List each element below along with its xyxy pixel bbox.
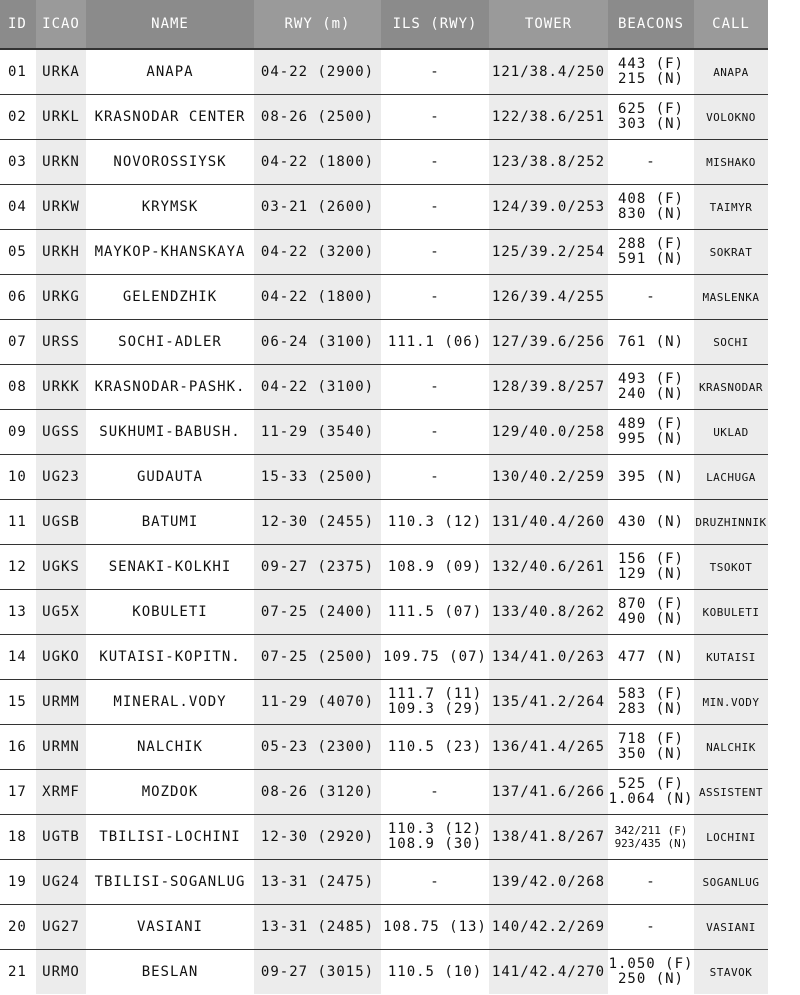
cell-rwy: 12-30 (2920) [254, 815, 381, 860]
cell-beacons-line: 303 (N) [617, 116, 684, 132]
cell-tower: 137/41.6/266 [489, 770, 608, 815]
cell-id: 15 [0, 680, 36, 725]
cell-name: MAYKOP-KHANSKAYA [86, 230, 254, 275]
table-row [0, 320, 768, 365]
cell-tower: 134/41.0/263 [489, 635, 608, 680]
cell-ils-line: - [430, 288, 440, 305]
cell-ils-line: - [430, 468, 440, 485]
cell-beacons [608, 500, 694, 545]
cell-name: MOZDOK [86, 770, 254, 815]
cell-rwy: 12-30 (2455) [254, 500, 381, 545]
cell-icao: UG23 [36, 455, 86, 500]
cell-ils [381, 95, 489, 140]
cell-beacons [608, 860, 694, 905]
cell-icao: URSS [36, 320, 86, 365]
cell-tower: 128/39.8/257 [489, 365, 608, 410]
cell-icao: UG24 [36, 860, 86, 905]
cell-beacons-line: - [646, 918, 656, 935]
cell-tower: 129/40.0/258 [489, 410, 608, 455]
cell-call: TAIMYR [694, 185, 768, 230]
cell-beacons [608, 545, 694, 590]
cell-call: SOKRAT [694, 230, 768, 275]
cell-ils [381, 950, 489, 995]
cell-ils-line: 108.75 (13) [383, 918, 487, 935]
cell-id: 05 [0, 230, 36, 275]
cell-rwy: 04-22 (3200) [254, 230, 381, 275]
table-row [0, 185, 768, 230]
cell-beacons-line: 477 (N) [617, 648, 684, 665]
cell-rwy: 11-29 (3540) [254, 410, 381, 455]
cell-id: 06 [0, 275, 36, 320]
cell-ils [381, 635, 489, 680]
cell-beacons [608, 905, 694, 950]
cell-name: BESLAN [141, 964, 199, 980]
cell-call: STAVOK [694, 950, 768, 995]
cell-name: NOVOROSSIYSK [86, 140, 254, 185]
cell-rwy: 09-27 (2375) [254, 545, 381, 590]
cell-name: TBILISI-SOGANLUG [86, 860, 254, 905]
cell-beacons-line: 923/435 (N) [614, 837, 688, 850]
table-row [0, 680, 768, 725]
cell-ils [381, 725, 489, 770]
cell-beacons-line: 395 (N) [617, 468, 684, 485]
cell-icao: URMO [36, 950, 86, 995]
cell-rwy: 04-22 (1800) [254, 140, 381, 185]
cell-beacons-line: 583 (F) [617, 686, 684, 702]
cell-rwy: 11-29 (4070) [254, 680, 381, 725]
cell-beacons-line: 350 (N) [617, 746, 684, 762]
cell-beacons-line: 129 (N) [617, 566, 684, 582]
cell-beacons [608, 635, 694, 680]
cell-ils-line: - [430, 153, 440, 170]
cell-rwy: 09-27 (3015) [254, 950, 381, 995]
header-ils: ILS (RWY) [381, 0, 489, 49]
cell-beacons [608, 725, 694, 770]
cell-ils [381, 905, 489, 950]
cell-ils [381, 140, 489, 185]
table-row [0, 590, 768, 635]
cell-rwy: 08-26 (2500) [254, 95, 381, 140]
cell-id: 11 [0, 500, 36, 545]
cell-beacons [608, 140, 694, 185]
cell-id: 02 [0, 95, 36, 140]
cell-name: GUDAUTA [86, 455, 254, 500]
cell-ils-line: - [430, 63, 440, 80]
cell-ils-line: 111.7 (11) [387, 686, 483, 702]
cell-ils-line: 108.9 (30) [387, 836, 483, 852]
header-call: CALL [694, 0, 768, 49]
cell-beacons-line: 525 (F) [617, 776, 684, 792]
cell-tower: 138/41.8/267 [489, 815, 608, 860]
cell-beacons-line: 1.064 (N) [608, 791, 694, 807]
cell-ils-line: - [430, 243, 440, 260]
cell-beacons-line: - [646, 873, 656, 890]
cell-name: SUKHUMI-BABUSH. [86, 410, 254, 455]
cell-ils [381, 545, 489, 590]
cell-id: 18 [0, 815, 36, 860]
cell-beacons-line: 443 (F) [617, 56, 684, 72]
table-row [0, 275, 768, 320]
cell-call: SOGANLUG [694, 860, 768, 905]
cell-beacons-line: 342/211 (F) [614, 824, 688, 837]
cell-ils [381, 230, 489, 275]
cell-ils [381, 770, 489, 815]
cell-beacons [608, 230, 694, 275]
cell-tower: 133/40.8/262 [489, 590, 608, 635]
cell-call: ASSISTENT [694, 770, 768, 815]
cell-name: ANAPA [86, 49, 254, 95]
cell-name: SENAKI-KOLKHI [86, 545, 254, 590]
table-row [0, 95, 768, 140]
cell-call: VOLOKNO [694, 95, 768, 140]
cell-id: 12 [0, 545, 36, 590]
cell-call: KOBULETI [694, 590, 768, 635]
cell-rwy: 08-26 (3120) [254, 770, 381, 815]
cell-beacons [608, 95, 694, 140]
cell-id: 10 [0, 455, 36, 500]
cell-beacons-line: 490 (N) [617, 611, 684, 627]
cell-tower: 139/42.0/268 [489, 860, 608, 905]
cell-icao: URKA [36, 49, 86, 95]
cell-beacons [608, 770, 694, 815]
cell-rwy: 04-22 (1800) [254, 275, 381, 320]
cell-beacons-line: - [646, 153, 656, 170]
table-row [0, 500, 768, 545]
cell-id: 03 [0, 140, 36, 185]
cell-ils-line: 109.75 (07) [383, 648, 487, 665]
cell-call: KRASNODAR [694, 365, 768, 410]
cell-ils-line: 108.9 (09) [387, 558, 483, 575]
cell-call: MASLENKA [694, 275, 768, 320]
cell-beacons-line: 288 (F) [617, 236, 684, 252]
cell-beacons-line: 408 (F) [617, 191, 684, 207]
cell-name: KUTAISI-KOPITN. [86, 635, 254, 680]
table-row [0, 455, 768, 500]
cell-name: KRYMSK [86, 185, 254, 230]
cell-rwy: 04-22 (3100) [254, 365, 381, 410]
header-row [0, 0, 768, 49]
cell-id: 13 [0, 590, 36, 635]
cell-icao: UGSS [36, 410, 86, 455]
cell-icao: URMN [36, 725, 86, 770]
table-row [0, 950, 768, 995]
cell-ils-line: 111.5 (07) [387, 603, 483, 620]
cell-call: ANAPA [694, 49, 768, 95]
cell-beacons [608, 950, 694, 995]
cell-call: VASIANI [694, 905, 768, 950]
cell-ils [381, 815, 489, 860]
cell-beacons-line: 591 (N) [617, 251, 684, 267]
cell-tower: 130/40.2/259 [489, 455, 608, 500]
cell-tower: 141/42.4/270 [489, 950, 608, 995]
cell-ils-line: 110.3 (12) [387, 821, 483, 837]
cell-icao: UGSB [36, 500, 86, 545]
cell-ils [381, 365, 489, 410]
cell-ils [381, 590, 489, 635]
cell-rwy: 05-23 (2300) [254, 725, 381, 770]
cell-tower: 125/39.2/254 [489, 230, 608, 275]
cell-beacons [608, 275, 694, 320]
cell-tower: 127/39.6/256 [489, 320, 608, 365]
cell-tower: 136/41.4/265 [489, 725, 608, 770]
cell-tower: 122/38.6/251 [489, 95, 608, 140]
cell-call: SOCHI [694, 320, 768, 365]
cell-name: NALCHIK [86, 725, 254, 770]
cell-tower: 132/40.6/261 [489, 545, 608, 590]
cell-ils-line: 111.1 (06) [387, 333, 483, 350]
table-row [0, 49, 768, 95]
table-row [0, 905, 768, 950]
cell-beacons-line: 870 (F) [617, 596, 684, 612]
table-row [0, 230, 768, 275]
cell-icao: URMM [36, 680, 86, 725]
cell-id: 20 [0, 905, 36, 950]
cell-tower: 135/41.2/264 [489, 680, 608, 725]
cell-beacons [608, 185, 694, 230]
table-row [0, 410, 768, 455]
cell-name: MINERAL.VODY [86, 680, 254, 725]
cell-beacons-line: 1.050 (F) [608, 956, 694, 972]
cell-beacons-line: - [646, 288, 656, 305]
cell-tower: 126/39.4/255 [489, 275, 608, 320]
cell-id: 14 [0, 635, 36, 680]
cell-ils [381, 185, 489, 230]
header-id: ID [0, 0, 36, 49]
cell-name: SOCHI-ADLER [86, 320, 254, 365]
cell-beacons-line: 430 (N) [617, 513, 684, 530]
cell-id: 01 [0, 49, 36, 95]
cell-ils-line: - [430, 873, 440, 890]
cell-beacons [608, 455, 694, 500]
table-row [0, 635, 768, 680]
cell-beacons-line: 995 (N) [617, 431, 684, 447]
cell-name: VASIANI [86, 905, 254, 950]
cell-name: KRASNODAR CENTER [86, 95, 254, 140]
cell-id: 04 [0, 185, 36, 230]
cell-ils-line: - [430, 423, 440, 440]
cell-ils [381, 320, 489, 365]
cell-call: DRUZHINNIK [694, 500, 768, 545]
cell-ils [381, 49, 489, 95]
cell-call: NALCHIK [694, 725, 768, 770]
table-row [0, 545, 768, 590]
cell-call: LOCHINI [694, 815, 768, 860]
cell-call: UKLAD [694, 410, 768, 455]
cell-id: 08 [0, 365, 36, 410]
cell-call: TSOKOT [694, 545, 768, 590]
cell-tower: 131/40.4/260 [489, 500, 608, 545]
cell-tower: 124/39.0/253 [489, 185, 608, 230]
cell-icao: XRMF [36, 770, 86, 815]
cell-rwy: 13-31 (2475) [254, 860, 381, 905]
cell-beacons [608, 590, 694, 635]
cell-name: KRASNODAR-PASHK. [86, 365, 254, 410]
cell-beacons [608, 680, 694, 725]
cell-id: 16 [0, 725, 36, 770]
cell-icao: URKH [36, 230, 86, 275]
table-row [0, 365, 768, 410]
cell-beacons-line: 625 (F) [617, 101, 684, 117]
cell-name: GELENDZHIK [86, 275, 254, 320]
cell-name: TBILISI-LOCHINI [86, 815, 254, 860]
cell-beacons-line: 493 (F) [617, 371, 684, 387]
table-row [0, 140, 768, 185]
cell-beacons [608, 410, 694, 455]
cell-ils [381, 500, 489, 545]
cell-icao: UG27 [36, 905, 86, 950]
table-row [0, 860, 768, 905]
cell-icao: UGKO [36, 635, 86, 680]
cell-icao: URKG [36, 275, 86, 320]
cell-rwy: 04-22 (2900) [254, 49, 381, 95]
cell-rwy: 15-33 (2500) [254, 455, 381, 500]
cell-ils [381, 410, 489, 455]
cell-beacons-line: 250 (N) [617, 971, 684, 987]
cell-ils [381, 275, 489, 320]
cell-rwy: 03-21 (2600) [254, 185, 381, 230]
cell-icao: URKN [36, 140, 86, 185]
cell-icao: URKL [36, 95, 86, 140]
cell-beacons [608, 49, 694, 95]
cell-id: 21 [8, 964, 27, 980]
header-tower: TOWER [489, 0, 608, 49]
cell-icao: UGKS [36, 545, 86, 590]
cell-beacons [608, 365, 694, 410]
cell-beacons [608, 320, 694, 365]
cell-beacons-line: 240 (N) [617, 386, 684, 402]
cell-ils-line: 110.5 (10) [387, 963, 483, 980]
cell-id: 07 [0, 320, 36, 365]
cell-beacons-line: 830 (N) [617, 206, 684, 222]
cell-name: KOBULETI [86, 590, 254, 635]
header-name: NAME [86, 0, 254, 49]
header-rwy: RWY (m) [254, 0, 381, 49]
table-row [0, 770, 768, 815]
cell-id: 09 [0, 410, 36, 455]
cell-call: MISHAKO [694, 140, 768, 185]
cell-beacons-line: 718 (F) [617, 731, 684, 747]
header-icao: ICAO [36, 0, 86, 49]
cell-ils [381, 680, 489, 725]
cell-call: MIN.VODY [694, 680, 768, 725]
table-row [0, 725, 768, 770]
cell-rwy: 13-31 (2485) [254, 905, 381, 950]
cell-icao: URKK [36, 365, 86, 410]
cell-icao: UG5X [36, 590, 86, 635]
cell-ils [381, 860, 489, 905]
cell-name: BATUMI [86, 500, 254, 545]
cell-beacons-line: 283 (N) [617, 701, 684, 717]
cell-ils-line: 110.3 (12) [387, 513, 483, 530]
cell-ils-line: - [430, 198, 440, 215]
table-body [0, 49, 768, 994]
cell-ils-line: - [430, 378, 440, 395]
cell-tower: 123/38.8/252 [489, 140, 608, 185]
cell-tower: 121/38.4/250 [489, 49, 608, 95]
cell-icao: URKW [36, 185, 86, 230]
cell-ils-line: 110.5 (23) [387, 738, 483, 755]
cell-beacons-line: 215 (N) [617, 71, 684, 87]
cell-call: LACHUGA [694, 455, 768, 500]
table-row [0, 815, 768, 860]
cell-beacons [608, 815, 694, 860]
cell-ils-line: - [430, 783, 440, 800]
cell-call: KUTAISI [694, 635, 768, 680]
cell-id: 17 [0, 770, 36, 815]
cell-icao: UGTB [36, 815, 86, 860]
cell-beacons-line: 761 (N) [617, 333, 684, 350]
cell-beacons-line: 489 (F) [617, 416, 684, 432]
cell-ils-line: 109.3 (29) [387, 701, 483, 717]
cell-tower: 140/42.2/269 [489, 905, 608, 950]
cell-id: 19 [0, 860, 36, 905]
cell-rwy: 06-24 (3100) [254, 320, 381, 365]
cell-rwy: 07-25 (2500) [254, 635, 381, 680]
cell-rwy: 07-25 (2400) [254, 590, 381, 635]
cell-beacons-line: 156 (F) [617, 551, 684, 567]
cell-ils [381, 455, 489, 500]
header-beacons: BEACONS [608, 0, 694, 49]
cell-ils-line: - [430, 108, 440, 125]
